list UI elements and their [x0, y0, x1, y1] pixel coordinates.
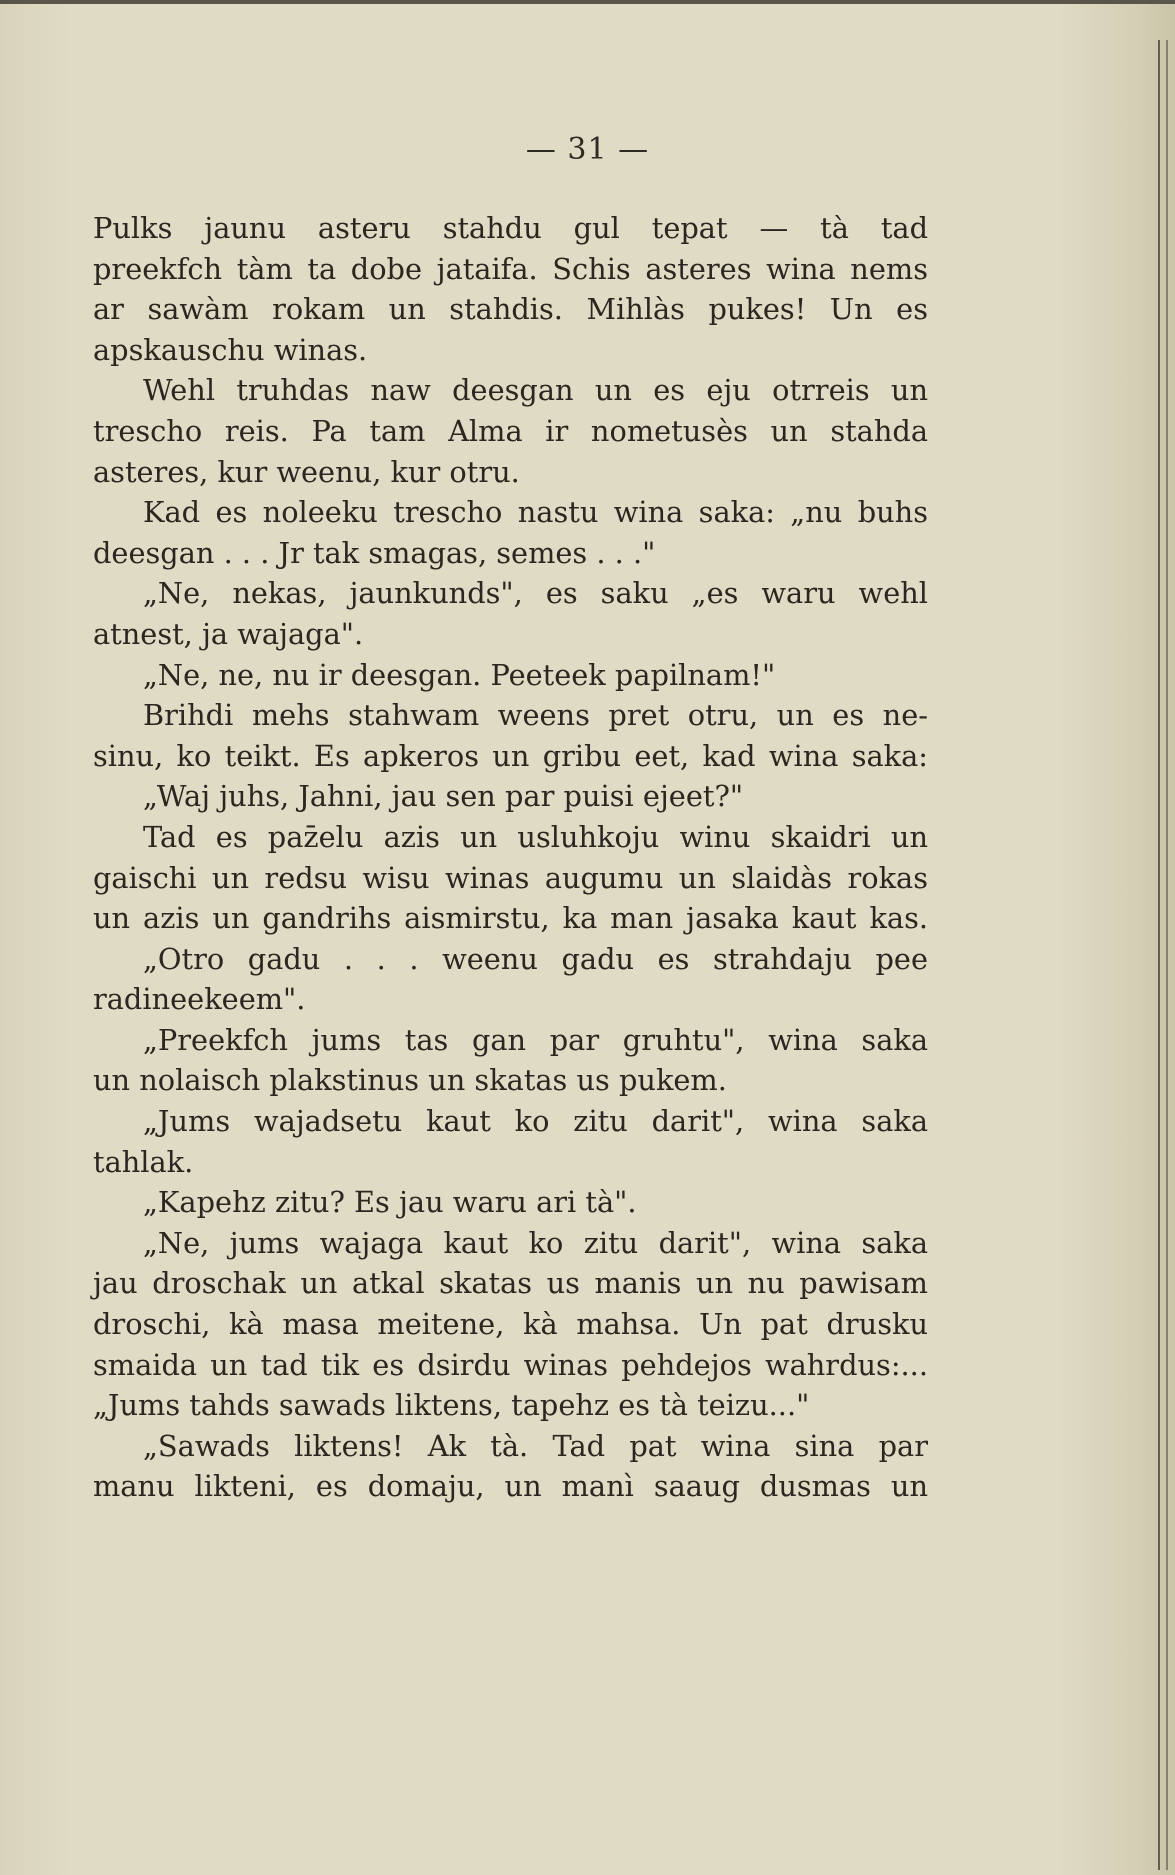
text-line: asteres, kur weenu, kur otru.	[93, 454, 520, 489]
text-line: un azis un gandrihs aismirstu, ka man jasaka kaut kas.	[93, 901, 928, 936]
text-line: Pulks jaunu asteru stahdu gul tepat — tà tad	[93, 211, 928, 245]
text-line: gaischi un redsu wisu winas augumu un slaidàs rokas	[93, 860, 928, 895]
text-line: „Otro gadu . . . weenu gadu es strahdaju pee	[143, 941, 928, 976]
text-line: atnest, ja wajaga".	[93, 616, 364, 651]
text-line: jau droschak un atkal skatas us manis un nu pawisam	[93, 1266, 928, 1301]
text-line: Tad es paz̄elu azis un usluhkoju winu skaidri un	[143, 819, 928, 854]
text-line: „Preekfch jums tas gan par gruhtu", wina saka	[143, 1022, 928, 1057]
body-text	[93, 208, 928, 1507]
text-line: trescho reis. Pa tam Alma ir nometusès un stahda	[93, 413, 928, 448]
text-line: manu likteni, es domaju, un manì saaug dusmas un	[93, 1469, 928, 1504]
page-spine-shadow	[1166, 40, 1168, 1870]
text-line: apskauschu winas.	[93, 332, 368, 367]
text-line: „Jums tahds sawads liktens, tapehz es tà teizu..."	[93, 1388, 810, 1423]
text-line: „Jums wajadsetu kaut ko zitu darit", wina saka	[143, 1104, 928, 1139]
text-line: tahlak.	[93, 1144, 194, 1179]
text-line: Brihdi mehs stahwam weens pret otru, un es ne-	[143, 698, 928, 733]
text-line: droschi, kà masa meitene, kà mahsa. Un pat drusku	[93, 1307, 928, 1342]
text-line: „Ne, ne, nu ir deesgan. Peeteek papilnam!"	[143, 657, 776, 692]
text-line: radineekeem".	[93, 982, 306, 1017]
text-line: preekfch tàm ta dobe jataifa. Schis asteres wina nems	[93, 251, 928, 286]
text-line: smaida un tad tik es dsirdu winas pehdejos wahrdus:...	[93, 1347, 928, 1382]
text-line: deesgan . . . Jr tak smagas, semes . . ."	[93, 535, 656, 570]
text-line: „Sawads liktens! Ak tà. Tad pat wina sina par	[143, 1428, 928, 1463]
text-line: „Kapehz zitu? Es jau waru ari tà".	[143, 1185, 637, 1220]
page-top-edge	[0, 0, 1175, 4]
text-line: Kad es noleeku trescho nastu wina saka: „nu buhs	[143, 495, 928, 530]
text-line: un nolaisch plakstinus un skatas us pukem.	[93, 1063, 727, 1098]
text-line: ar sawàm rokam un stahdis. Mihlàs pukes! Un es	[93, 292, 928, 327]
text-line: „Ne, jums wajaga kaut ko zitu darit", wina saka	[143, 1225, 928, 1260]
text-line: Wehl truhdas naw deesgan un es eju otrreis un	[143, 373, 928, 408]
page-number: — 31 —	[525, 132, 650, 167]
text-line: „Ne, nekas, jaunkunds", es saku „es waru wehl	[143, 576, 928, 611]
text-line: sinu, ko teikt. Es apkeros un gribu eet, kad wina saka:	[93, 738, 928, 773]
text-line: „Waj juhs, Jahni, jau sen par puisi ejeet?"	[143, 779, 744, 814]
page-spine-shadow	[1158, 40, 1160, 1870]
